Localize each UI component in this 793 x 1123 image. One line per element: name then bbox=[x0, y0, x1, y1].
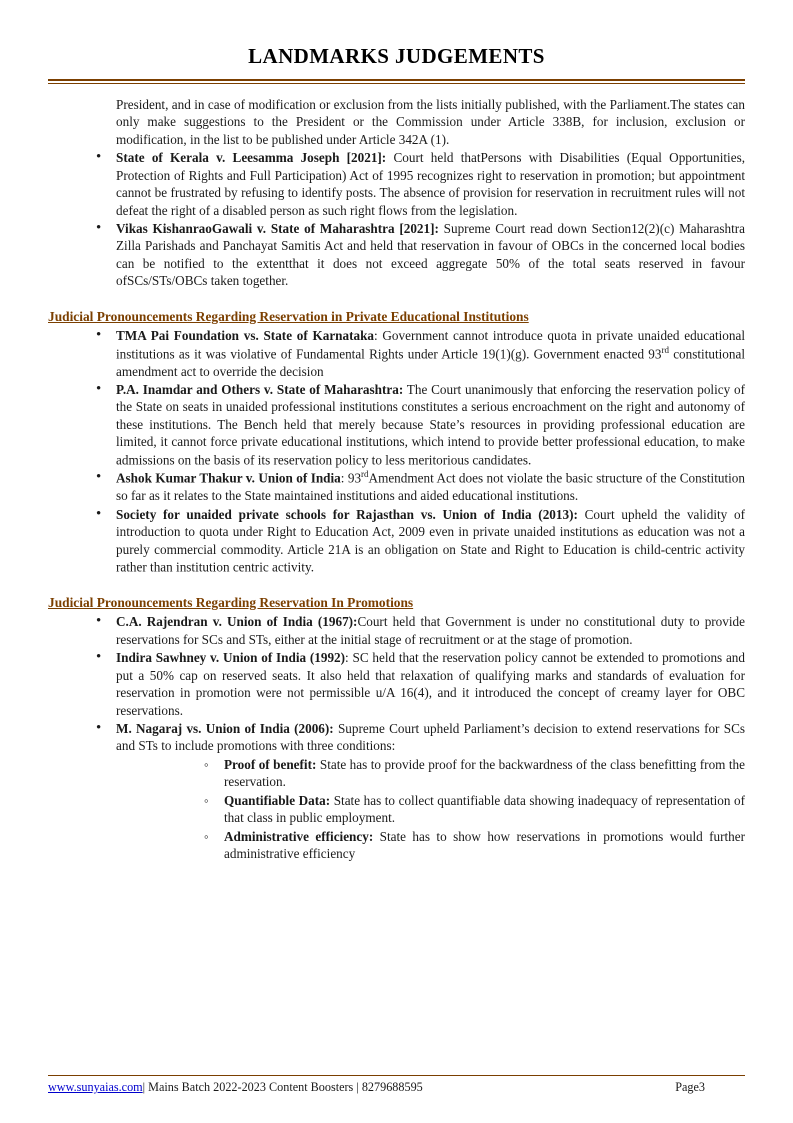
case-text: Supreme Court upheld Parliament’s decision to extend reservations for SCs and STs to include promotions with three conditions: bbox=[116, 721, 746, 754]
document-body bbox=[48, 96, 745, 862]
case-text: : 93 bbox=[340, 470, 362, 486]
case-name: State of Kerala v. Leesamma Joseph [2021]: bbox=[116, 150, 387, 166]
case-name: C.A. Rajendran v. Union of India (1967): bbox=[116, 614, 358, 630]
case-text: Court held thatPersons with Disabilities (Equal Opportunities, Protection of Rights and Full Participation) Act of 1995 recognizes right to reservation in promotion; but appointment cannot be frustrated by refusing to identify posts. The absence of provision for reservation in recruitment rules will not defeat the right of a disabled person as such right flows from the legislation. bbox=[116, 150, 745, 218]
case-name: Ashok Kumar Thakur v. Union of India bbox=[116, 470, 341, 486]
condition-text: State has to provide proof for the backwardness of the class benefitting from the reservation. bbox=[224, 756, 745, 790]
section-1-bullet-list bbox=[48, 327, 745, 575]
condition-text: State has to show how reservations in promotions would further administrative efficiency bbox=[224, 828, 745, 861]
list-item bbox=[48, 220, 745, 290]
list-item bbox=[48, 469, 745, 504]
page-title: LANDMARKS JUDGEMENTS bbox=[248, 44, 545, 68]
case-name: P.A. Inamdar and Others v. State of Maharashtra: bbox=[116, 381, 404, 397]
list-item bbox=[48, 649, 745, 719]
title-divider bbox=[48, 79, 745, 84]
case-text: Court upheld the validity of introduction to quota under Right to Education Act, 2009 even in private unaided institutions as education was not a purely commercial commodity. Article 21A is an obligation on State and Right to Education is child-centric activity rather than institution centric activity. bbox=[116, 506, 745, 575]
list-item bbox=[116, 792, 745, 827]
intro-paragraph: President, and in case of modification or exclusion from the lists initially published, with the Parliament.The states can only make suggestions to the President or the Commission under Article 338B, for inclusion, exclusion or modification, in the list to be published under Article 342A (1). bbox=[116, 97, 745, 147]
list-item bbox=[116, 828, 745, 863]
list-item bbox=[48, 720, 745, 862]
case-text-cont: constitutional amendment act to override the decision bbox=[116, 346, 745, 379]
list-item bbox=[48, 381, 745, 469]
superscript: rd bbox=[661, 344, 669, 355]
case-name: Indira Sawhney v. Union of India (1992) bbox=[116, 650, 346, 666]
section-heading-private-institutions: Judicial Pronouncements Regarding Reservation in Private Educational Institutions bbox=[48, 308, 529, 324]
section-heading-promotions: Judicial Pronouncements Regarding Reservation In Promotions bbox=[48, 594, 414, 610]
list-item bbox=[48, 327, 745, 380]
footer-left bbox=[48, 1080, 423, 1095]
nagaraj-conditions-list bbox=[116, 756, 745, 863]
top-bullet-list bbox=[48, 149, 745, 289]
case-text: : Government cannot introduce quota in private unaided educational institutions as it was violative of Fundamental Rights under Article 19(1)(g). Government enacted 93 bbox=[116, 328, 745, 362]
list-item bbox=[48, 149, 745, 219]
condition-label: Quantifiable Data: bbox=[224, 792, 331, 808]
case-text-cont: Amendment Act does not violate the basic structure of the Constitution so far as it relates to the State maintained institutions and aided educational institutions. bbox=[116, 470, 745, 504]
condition-text: State has to collect quantifiable data showing inadequacy of representation of that class in public employment. bbox=[224, 792, 746, 826]
section-2-bullet-list bbox=[48, 613, 745, 862]
case-name: M. Nagaraj vs. Union of India (2006): bbox=[116, 721, 334, 737]
case-text: Supreme Court read down Section12(2)(c) Maharashtra Zilla Parishads and Panchayat Samitis Act and held that reservation in favour of OBCs in the concerned local bodies can be notified to the extentthat it does not exceed aggregate 50% of the total seats reserved in favour ofSCs/STs/OBCs taken together. bbox=[116, 220, 745, 289]
page-number: Page3 bbox=[675, 1080, 705, 1094]
superscript: rd bbox=[361, 469, 369, 480]
footer-meta: | Mains Batch 2022-2023 Content Boosters | 8279688595 bbox=[142, 1080, 423, 1094]
page-footer bbox=[48, 1075, 745, 1095]
case-name: TMA Pai Foundation vs. State of Karnataka bbox=[116, 328, 375, 344]
case-text: Court held that Government is under no constitutional duty to provide reservations for SCs and STs, either at the initial stage of recruitment or at the stage of promotion. bbox=[116, 614, 745, 647]
list-item bbox=[116, 756, 745, 791]
condition-label: Administrative efficiency: bbox=[224, 828, 374, 844]
list-item bbox=[48, 613, 745, 648]
case-text: The Court unanimously that enforcing the reservation policy of the State on seats in unaided professional institutions constitutes a serious encroachment on the right and autonomy of these institutions. The Bench held that merely because State’s resources in providing professional education are limited, it cannot force private educational institutions, which intend to provide better professional education, to make admissions on the basis of its reservation policy to less meritorious candidates. bbox=[116, 381, 745, 468]
case-name: Society for unaided private schools for Rajasthan vs. Union of India (2013): bbox=[116, 506, 578, 522]
case-name: Vikas KishanraoGawali v. State of Maharashtra [2021]: bbox=[116, 220, 439, 236]
case-text: : SC held that the reservation policy cannot be extended to promotions and put a 50% cap on reserved seats. It also held that relaxation of qualifying marks and standards of evaluation for reservation in promotion were not permissible u/A 16(4), and it introduced the concept of creamy layer for OBC reservations. bbox=[116, 650, 745, 718]
list-item bbox=[48, 506, 745, 576]
condition-label: Proof of benefit: bbox=[224, 756, 317, 772]
website-link[interactable]: www.sunyaias.com bbox=[48, 1080, 143, 1094]
